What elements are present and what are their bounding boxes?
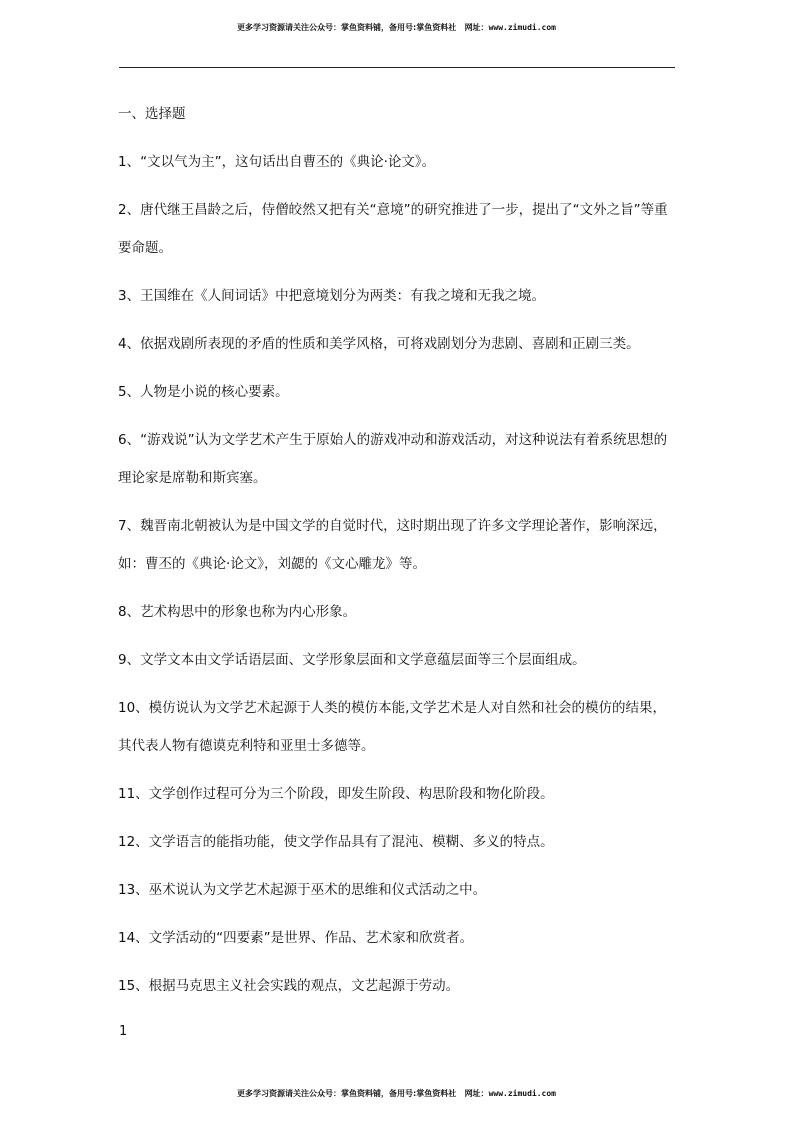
- question-item-5: 5、人物是小说的核心要素。: [118, 384, 289, 400]
- question-item-1: 1、“文以气为主”，这句话出自曹丕的《典论·论文》。: [118, 154, 436, 170]
- header-note-url[interactable]: www.zimudi.com: [488, 23, 556, 32]
- question-item-2: 2、唐代继王昌龄之后，侍僧皎然又把有关“意境”的研究推进了一步，提出了“文外之旨”等重要命题。: [118, 202, 668, 256]
- header-note-url-label: 网址：: [464, 23, 489, 32]
- page-number: 1: [119, 1024, 128, 1039]
- footer-note-url-label: 网址：: [464, 1089, 489, 1098]
- footer-note-text: 掌鱼资料铺，备用号:掌鱼资料社: [341, 1089, 457, 1098]
- footer-note-url[interactable]: www.zimudi.com: [488, 1089, 556, 1098]
- header-note: [0, 22, 793, 33]
- question-item-6: 6、“游戏说”认为文学艺术产生于原始人的游戏冲动和游戏活动，对这种说法有着系统思想的理论家是席勒和斯宾塞。: [118, 432, 668, 486]
- question-item-3: 3、王国维在《人间词话》中把意境划分为两类：有我之境和无我之境。: [118, 288, 546, 304]
- header-note-text: 掌鱼资料铺，备用号:掌鱼资料社: [341, 23, 457, 32]
- question-item-4: 4、依据戏剧所表现的矛盾的性质和美学风格，可将戏剧划分为悲剧、喜剧和正剧三类。: [118, 336, 640, 352]
- section-title: 一、选择题: [118, 106, 186, 122]
- header-note-prefix: 更多学习资源请关注公众号：: [237, 23, 341, 32]
- question-item-14: 14、文学活动的“四要素”是世界、作品、艺术家和欣赏者。: [118, 930, 474, 946]
- question-item-12: 12、文学语言的能指功能，使文学作品具有了混沌、模糊、多义的特点。: [118, 834, 554, 850]
- question-item-8: 8、艺术构思中的形象也称为内心形象。: [118, 604, 357, 620]
- footer-note: [0, 1088, 793, 1099]
- footer-note-prefix: 更多学习资源请关注公众号：: [237, 1089, 341, 1098]
- header-divider: [119, 67, 675, 68]
- question-item-10: 10、模仿说认为文学艺术起源于人类的模仿本能,文学艺术是人对自然和社会的模仿的结果，其代表人物有德谟克利特和亚里士多德等。: [118, 700, 666, 754]
- question-item-9: 9、文学文本由文学话语层面、文学形象层面和文学意蕴层面等三个层面组成。: [118, 652, 586, 668]
- question-item-7: 7、魏晋南北朝被认为是中国文学的自觉时代，这时期出现了许多文学理论著作，影响深远，如：曹丕的《典论·论文》，刘勰的《文心雕龙》等。: [118, 518, 667, 572]
- document-body: [118, 102, 676, 1022]
- question-item-13: 13、巫术说认为文学艺术起源于巫术的思维和仪式活动之中。: [118, 882, 487, 898]
- question-item-15: 15、根据马克思主义社会实践的观点，文艺起源于劳动。: [118, 978, 460, 994]
- question-item-11: 11、文学创作过程可分为三个阶段，即发生阶段、构思阶段和物化阶段。: [118, 786, 554, 802]
